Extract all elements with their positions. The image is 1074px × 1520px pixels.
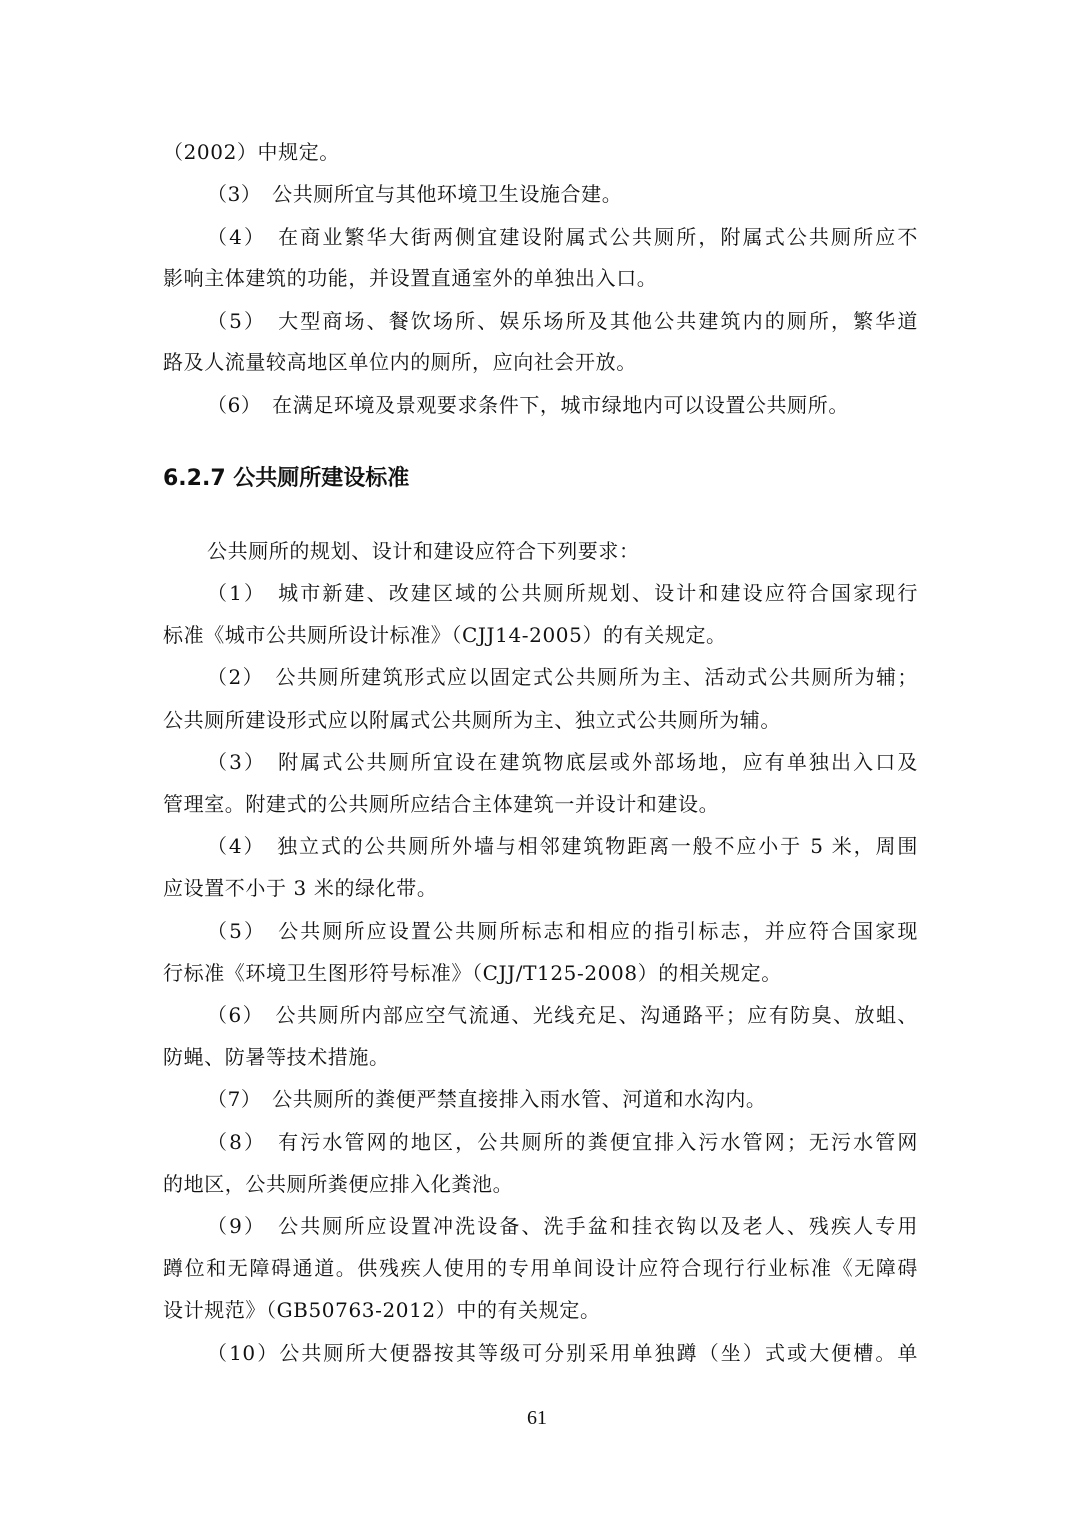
paragraph-line: （2002）中规定。 — [163, 140, 340, 164]
list-item-5: （5） 公共厕所应设置公共厕所标志和相应的指引标志，并应符合国家现 — [207, 919, 918, 943]
paragraph-line: 管理室。附建式的公共厕所应结合主体建筑一并设计和建设。 — [163, 792, 720, 816]
list-item-6: （6） 公共厕所内部应空气流通、光线充足、沟通路平；应有防臭、放蛆、 — [207, 1003, 918, 1027]
paragraph-line: 影响主体建筑的功能，并设置直通室外的单独出入口。 — [163, 266, 658, 290]
list-item-3: （3） 附属式公共厕所宜设在建筑物底层或外部场地，应有单独出入口及 — [207, 750, 918, 774]
paragraph-line: 防蝇、防暑等技术措施。 — [163, 1045, 390, 1069]
paragraph-line: 的地区，公共厕所粪便应排入化粪池。 — [163, 1172, 514, 1196]
list-item-1: （1） 城市新建、改建区域的公共厕所规划、设计和建设应符合国家现行 — [207, 581, 918, 605]
list-item-8: （8） 有污水管网的地区，公共厕所的粪便宜排入污水管网；无污水管网 — [207, 1130, 918, 1154]
paragraph-line: 蹲位和无障碍通道。供残疾人使用的专用单间设计应符合现行行业标准《无障碍 — [163, 1256, 918, 1280]
paragraph-line: 公共厕所建设形式应以附属式公共厕所为主、独立式公共厕所为辅。 — [163, 708, 781, 732]
list-item-2: （2） 公共厕所建筑形式应以固定式公共厕所为主、活动式公共厕所为辅； — [207, 665, 918, 689]
paragraph-line: 路及人流量较高地区单位内的厕所，应向社会开放。 — [163, 350, 637, 374]
paragraph-line: 应设置不小于 3 米的绿化带。 — [163, 876, 438, 900]
page-number: 61 — [527, 1407, 547, 1429]
list-item-9: （9） 公共厕所应设置冲洗设备、洗手盆和挂衣钩以及老人、残疾人专用 — [207, 1214, 918, 1238]
paragraph-line: 行标准《环境卫生图形符号标准》（CJJ/T125-2008）的相关规定。 — [163, 961, 782, 985]
section-intro: 公共厕所的规划、设计和建设应符合下列要求： — [207, 539, 640, 563]
paragraph-line: 设计规范》（GB50763-2012）中的有关规定。 — [163, 1298, 601, 1322]
list-item-10: （10）公共厕所大便器按其等级可分别采用单独蹲（坐）式或大便槽。单 — [207, 1341, 918, 1365]
section-heading: 6.2.7 公共厕所建设标准 — [163, 466, 410, 491]
list-item-5: （5） 大型商场、餐饮场所、娱乐场所及其他公共建筑内的厕所，繁华道 — [207, 309, 918, 333]
list-item-4: （4） 独立式的公共厕所外墙与相邻建筑物距离一般不应小于 5 米，周围 — [207, 834, 918, 858]
paragraph-line: 标准《城市公共厕所设计标准》（CJJ14-2005）的有关规定。 — [163, 623, 727, 647]
list-item-7: （7） 公共厕所的粪便严禁直接排入雨水管、河道和水沟内。 — [207, 1087, 767, 1111]
list-item-4: （4） 在商业繁华大街两侧宜建设附属式公共厕所，附属式公共厕所应不 — [207, 225, 918, 249]
list-item-3: （3） 公共厕所宜与其他环境卫生设施合建。 — [207, 182, 623, 206]
list-item-6: （6） 在满足环境及景观要求条件下，城市绿地内可以设置公共厕所。 — [207, 393, 849, 417]
